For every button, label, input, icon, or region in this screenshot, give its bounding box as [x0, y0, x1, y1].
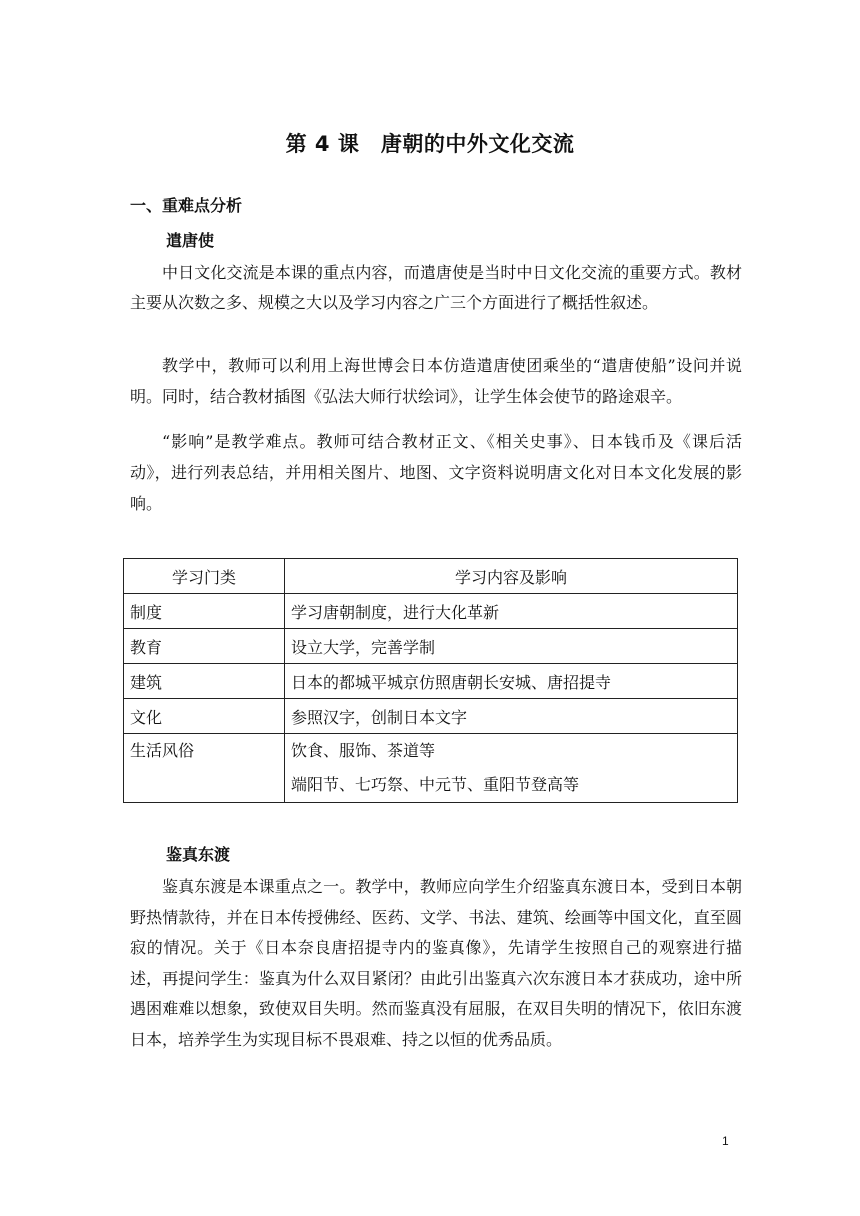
paragraph: 教学中，教师可以利用上海世博会日本仿造遣唐使团乘坐的“遣唐使船”设问并说明。同时，结合教材插图《弘法大师行状绘词》，让学生体会使节的路途艰辛。 — [130, 356, 742, 406]
table-cell-content-line: 饮食、服饰、茶道等 — [291, 741, 436, 760]
table-cell-category-text: 生活风俗 — [130, 741, 195, 760]
table-row — [124, 699, 738, 734]
table-cell-content: 学习唐朝制度，进行大化革新 — [285, 594, 738, 629]
table-cell-content-line: 端阳节、七巧祭、中元节、重阳节登高等 — [291, 775, 580, 794]
paragraph: 鉴真东渡是本课重点之一。教学中，教师应向学生介绍鉴真东渡日本，受到日本朝野热情款待，并在日本传授佛经、医药、文学、书法、建筑、绘画等中国文化，直至圆寂的情况。关于《日本奈良唐招提寺内的鉴真像》，先请学生按照自己的观察进行描述，再提问学生：鉴真为什么双目紧闭？由此引出鉴真六次东渡日本才获成功，途中所遇困难难以想象，致使双目失明。然而鉴真没有屈服，在双目失明的情况下，依旧东渡日本，培养学生为实现目标不畏艰难、持之以恒的优秀品质。 — [130, 877, 742, 1049]
learning-content-table — [123, 558, 738, 803]
table-row — [124, 629, 738, 664]
table-cell-content: 设立大学，完善学制 — [285, 629, 738, 664]
table-header-row — [124, 559, 738, 594]
table-cell-category: 文化 — [124, 699, 285, 734]
table-header-content: 学习内容及影响 — [285, 559, 738, 594]
paragraph: 中日文化交流是本课的重点内容，而遣唐使是当时中日文化交流的重要方式。教材主要从次数之多、规模之大以及学习内容之广三个方面进行了概括性叙述。 — [130, 263, 742, 312]
table-row — [124, 664, 738, 699]
section-heading: 一、重难点分析 — [130, 196, 243, 215]
page-title: 第 4 课 唐朝的中外文化交流 — [285, 132, 575, 156]
table-cell-category: 教育 — [124, 629, 285, 664]
table-row — [124, 734, 738, 803]
table-cell-category: 制度 — [124, 594, 285, 629]
table-header-category: 学习门类 — [124, 559, 285, 594]
table-cell-category — [124, 734, 285, 803]
table-cell-content: 日本的都城平城京仿照唐朝长安城、唐招提寺 — [285, 664, 738, 699]
table-row — [124, 594, 738, 629]
subsection-heading-jianzhen: 鉴真东渡 — [166, 845, 231, 864]
paragraph: “影响”是教学难点。教师可结合教材正文、《相关史事》、日本钱币及《课后活动》，进行列表总结，并用相关图片、地图、文字资料说明唐文化对日本文化发展的影响。 — [130, 432, 742, 513]
table-cell-content — [285, 734, 738, 803]
table-cell-content: 参照汉字，创制日本文字 — [285, 699, 738, 734]
table-cell-category: 建筑 — [124, 664, 285, 699]
subsection-heading-qiantangshi: 遣唐使 — [166, 231, 215, 250]
page-number: 1 — [722, 1134, 729, 1148]
